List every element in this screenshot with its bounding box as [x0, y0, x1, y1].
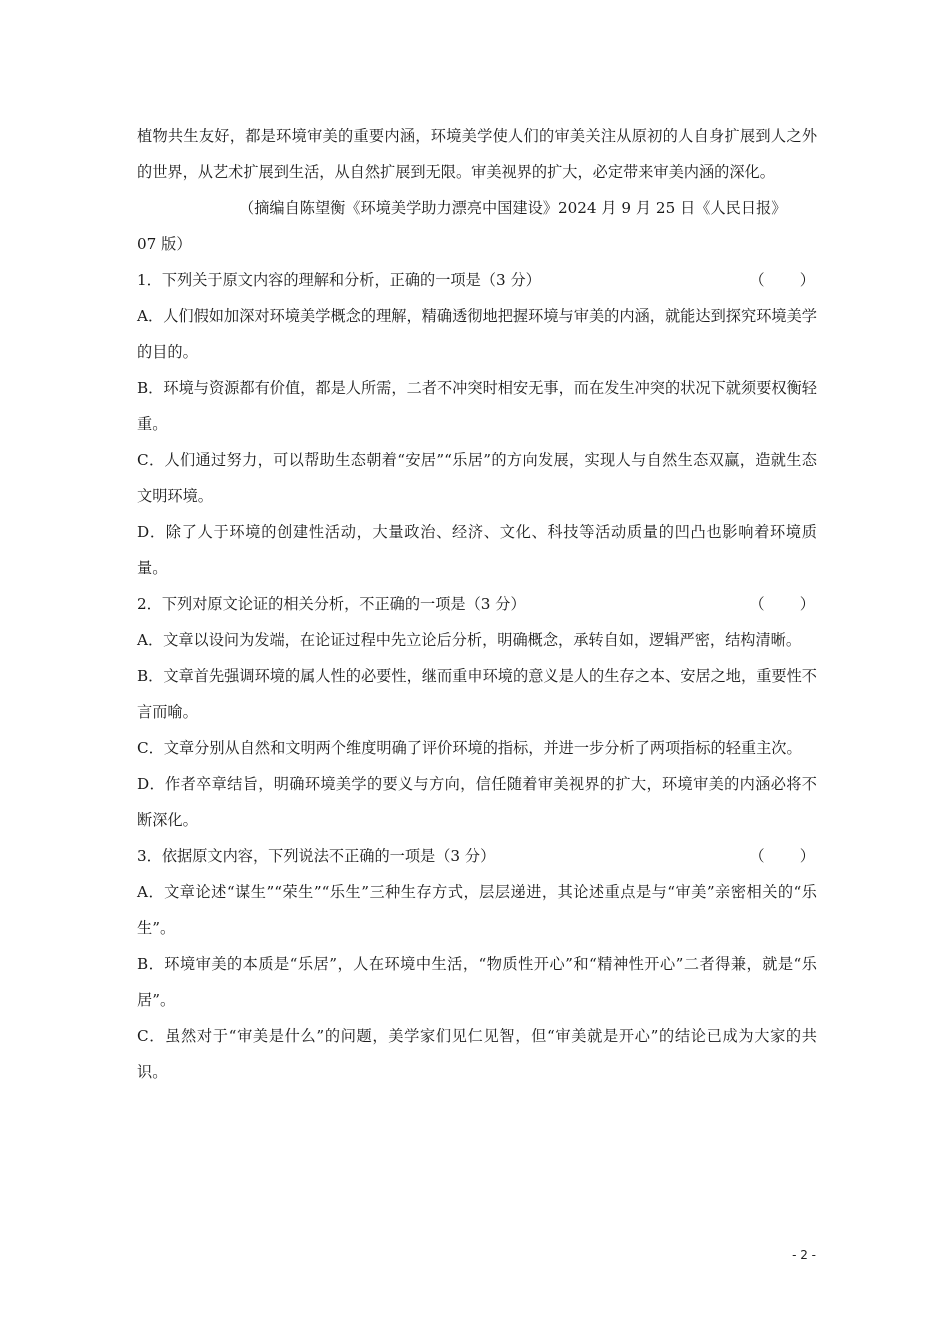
question-3 — [137, 838, 817, 1090]
page-number: - 2 - — [792, 1248, 816, 1262]
answer-blank: （ ） — [749, 595, 815, 613]
question-1 — [137, 262, 817, 586]
answer-blank: （ ） — [749, 271, 815, 289]
option-b: B．环境与资源都有价值，都是人所需，二者不冲突时相安无事，而在发生冲突的状况下就须要权衡轻重。 — [137, 379, 817, 433]
question-stem — [137, 838, 817, 874]
option-b: B．文章首先强调环境的属人性的必要性，继而重申环境的意义是人的生存之本、安居之地，重要性不言而喻。 — [137, 667, 817, 721]
option-c: C．人们通过努力，可以帮助生态朝着“安居”“乐居”的方向发展，实现人与自然生态双赢，造就生态文明环境。 — [137, 451, 817, 505]
option-b: B．环境审美的本质是“乐居”，人在环境中生活，“物质性开心”和“精神性开心”二者得兼，就是“乐居”。 — [137, 955, 817, 1009]
source-citation-line1: （摘编自陈望衡《环境美学助力漂亮中国建设》2024 月 9 月 25 日《人民日报》 — [239, 199, 787, 217]
question-2 — [137, 586, 817, 838]
source-citation — [137, 190, 817, 262]
question-stem-text: 1．下列关于原文内容的理解和分析，正确的一项是（3 分） — [137, 271, 541, 289]
question-stem — [137, 262, 817, 298]
option-a: A．文章论述“谋生”“荣生”“乐生”三种生存方式，层层递进，其论述重点是与“审美”亲密相关的“乐生”。 — [137, 883, 817, 937]
answer-blank: （ ） — [749, 847, 815, 865]
question-stem — [137, 586, 817, 622]
passage-paragraph: 植物共生友好，都是环境审美的重要内涵，环境美学使人们的审美关注从原初的人自身扩展到人之外的世界，从艺术扩展到生活，从自然扩展到无限。审美视界的扩大，必定带来审美内涵的深化。 — [137, 127, 817, 181]
option-c: C．虽然对于“审美是什么”的问题，美学家们见仁见智，但“审美就是开心”的结论已成为大家的共识。 — [137, 1027, 817, 1081]
question-stem-text: 2．下列对原文论证的相关分析，不正确的一项是（3 分） — [137, 595, 526, 613]
option-a: A．文章以设问为发端，在论证过程中先立论后分析，明确概念，承转自如，逻辑严密，结构清晰。 — [137, 631, 802, 649]
option-a: A．人们假如加深对环境美学概念的理解，精确透彻地把握环境与审美的内涵，就能达到探究环境美学的目的。 — [137, 307, 817, 361]
option-c: C．文章分别从自然和文明两个维度明确了评价环境的指标，并进一步分析了两项指标的轻重主次。 — [137, 739, 802, 757]
document-body — [137, 118, 817, 1090]
option-d: D．除了人于环境的创建性活动，大量政治、经济、文化、科技等活动质量的凹凸也影响着环境质量。 — [137, 523, 817, 577]
question-stem-text: 3．依据原文内容，下列说法不正确的一项是（3 分） — [137, 847, 496, 865]
option-d: D．作者卒章结旨，明确环境美学的要义与方向，信任随着审美视界的扩大，环境审美的内涵必将不断深化。 — [137, 775, 817, 829]
source-citation-line2: 07 版） — [137, 235, 192, 253]
